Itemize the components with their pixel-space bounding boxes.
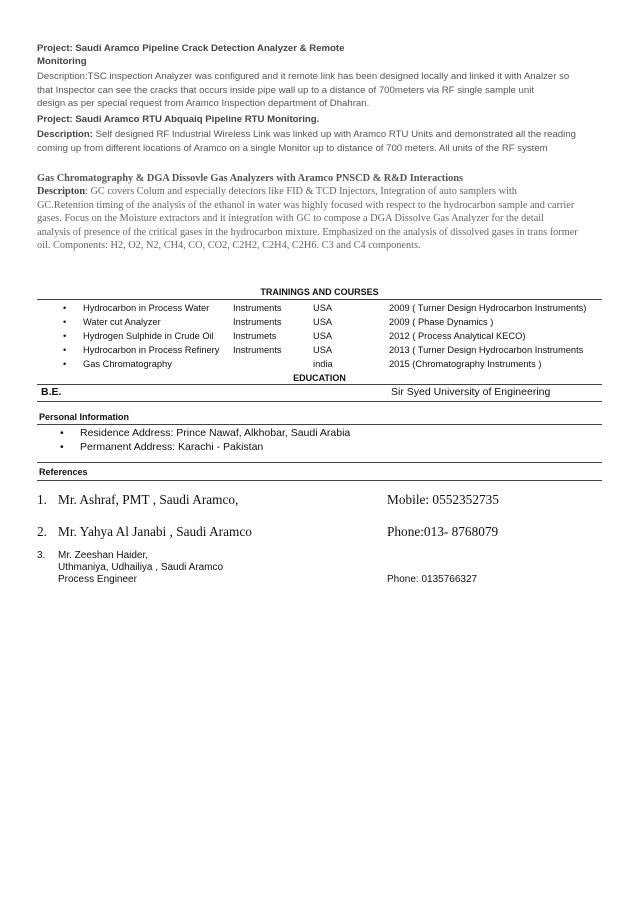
- trainings-divider: [37, 299, 602, 300]
- project-3-desc-line: analysis of presence of the critical gases in the hydrocarbon mixture. Emphasized on the analysis of dissolved gases in trans former: [37, 226, 578, 238]
- reference-name: Mr. Yahya Al Janabi , Saudi Aramco: [58, 524, 252, 539]
- training-detail: 2015 (Chromatography Instruments ): [389, 359, 542, 369]
- bullet-icon: •: [63, 331, 67, 341]
- reference-contact: Phone: 0135766327: [387, 574, 478, 585]
- project-3-desc-line: oil. Components: H2, O2, N2, CH4, CO, CO2, C2H2, C2H4, C2H6. C3 and C4 components.: [37, 240, 421, 252]
- project-2-description: [37, 128, 599, 155]
- training-country: india: [313, 359, 333, 369]
- reference-name: Mr. Ashraf, PMT , Saudi Aramco,: [58, 492, 239, 507]
- education-degree: B.E.: [41, 386, 62, 398]
- project-1-desc-line: that Inspector can see the cracks that occurs inside pipe wall up to a distance of 700meters via RF single sample unit: [37, 84, 535, 96]
- training-course: Gas Chromatography: [83, 359, 172, 369]
- project-3-desc-line: gases. Focus on the Moisture extractors and it integration with GC to compose a DGA Dissolve Gas Analyzer for the detail: [37, 213, 545, 225]
- bullet-icon: •: [63, 317, 67, 327]
- project-1-title: [37, 42, 599, 68]
- training-course: Water cut Analyzer: [83, 317, 161, 327]
- training-type: Instrumets: [233, 331, 277, 341]
- training-course: Hydrocarbon in Process Refinery: [83, 345, 220, 355]
- trainings-heading: TRAININGS AND COURSES: [260, 287, 379, 297]
- reference-number: 1.: [37, 492, 47, 507]
- bullet-icon: •: [63, 359, 67, 369]
- training-country: USA: [313, 331, 333, 341]
- project-2-desc-label: Description:: [37, 129, 93, 140]
- project-1-description: [37, 70, 599, 111]
- reference-name-line: Mr. Zeeshan Haider,: [58, 550, 149, 561]
- education-divider-bottom: [37, 401, 602, 402]
- personal-divider-bottom: [37, 462, 602, 463]
- reference-contact: Phone:013- 8768079: [387, 524, 499, 539]
- project-2-desc-line: coming up from different locations of Aramco on a single Monitor up to distance of 700 meters. All units of the RF system: [37, 142, 548, 154]
- training-country: USA: [313, 317, 333, 327]
- reference-address-line: Uthmaniya, Udhailiya , Saudi Aramco: [58, 562, 224, 573]
- reference-number: 3.: [37, 550, 46, 561]
- reference-title-line: Process Engineer: [58, 574, 137, 585]
- references-heading: References: [39, 467, 88, 477]
- project-3-description: [37, 185, 599, 253]
- project-1-title-line2: Monitoring: [37, 56, 87, 67]
- training-country: USA: [313, 345, 333, 355]
- training-course: Hydrogen Sulphide in Crude Oil: [83, 331, 214, 341]
- project-3-desc-text: : GC covers Colum and especially detectors like FID & TCD Injectors, Integration of auto samplers with: [85, 186, 517, 197]
- project-1-desc-line: Description:TSC inspection Analyzer was configured and it remote link has been designed locally and linked it with Analzer so: [37, 71, 570, 82]
- training-row: [37, 331, 602, 344]
- project-2-desc-text: Self designed RF Industrial Wireless Link was linked up with Aramco RTU Units and demonstrated all the reading: [92, 129, 576, 140]
- project-3-title: Gas Chromatography & DGA Dissovle Gas Analyzers with Aramco PNSCD & R&D Interactions: [37, 173, 463, 184]
- training-row: [37, 303, 602, 316]
- project-3-desc-label: Descripton: [37, 186, 86, 197]
- reference-number: 2.: [37, 524, 47, 539]
- training-type: Instruments: [233, 317, 282, 327]
- training-country: USA: [313, 303, 333, 313]
- bullet-icon: •: [60, 427, 64, 439]
- training-course: Hydrocarbon in Process Water: [83, 303, 210, 313]
- training-row: [37, 317, 602, 330]
- reference-name: [58, 550, 223, 586]
- education-divider-top: [37, 384, 602, 385]
- training-type: Instruments: [233, 303, 282, 313]
- training-row: [37, 345, 602, 358]
- project-1-desc-line: design as per special request from Aramco Inspection department of Dhahran.: [37, 98, 370, 109]
- training-detail: 2012 ( Process Analytical KECO): [389, 331, 526, 341]
- residence-address: Residence Address: Prince Nawaf, Alkhobar, Saudi Arabia: [80, 427, 351, 439]
- project-3-desc-line: [37, 185, 599, 199]
- bullet-icon: •: [60, 441, 64, 453]
- training-detail: 2013 ( Turner Design Hydrocarbon Instruments: [389, 345, 584, 355]
- project-2-title: Project: Saudi Aramco RTU Abquaiq Pipeline RTU Monitoring.: [37, 114, 320, 125]
- training-type: Instruments: [233, 345, 282, 355]
- personal-divider-top: [37, 424, 602, 425]
- personal-heading: Personal Information: [39, 412, 130, 422]
- project-2-desc-line: [37, 128, 599, 142]
- training-detail: 2009 ( Turner Design Hydrocarbon Instruments): [389, 303, 587, 313]
- reference-contact: Mobile: 0552352735: [387, 492, 499, 507]
- bullet-icon: •: [63, 303, 67, 313]
- education-institution: Sir Syed University of Engineering: [391, 386, 551, 398]
- permanent-address: Permanent Address: Karachi - Pakistan: [80, 441, 264, 453]
- training-detail: 2009 ( Phase Dynamics ): [389, 317, 494, 327]
- bullet-icon: •: [63, 345, 67, 355]
- project-3-desc-line: GC.Retention timing of the analysis of the ethanol in water was highly focused with respect to the hydrocarbon sample and carrier: [37, 199, 575, 211]
- training-row: [37, 359, 602, 372]
- project-1-title-line1: Project: Saudi Aramco Pipeline Crack Detection Analyzer & Remote: [37, 43, 345, 54]
- references-divider: [37, 480, 602, 481]
- education-heading: EDUCATION: [293, 373, 346, 383]
